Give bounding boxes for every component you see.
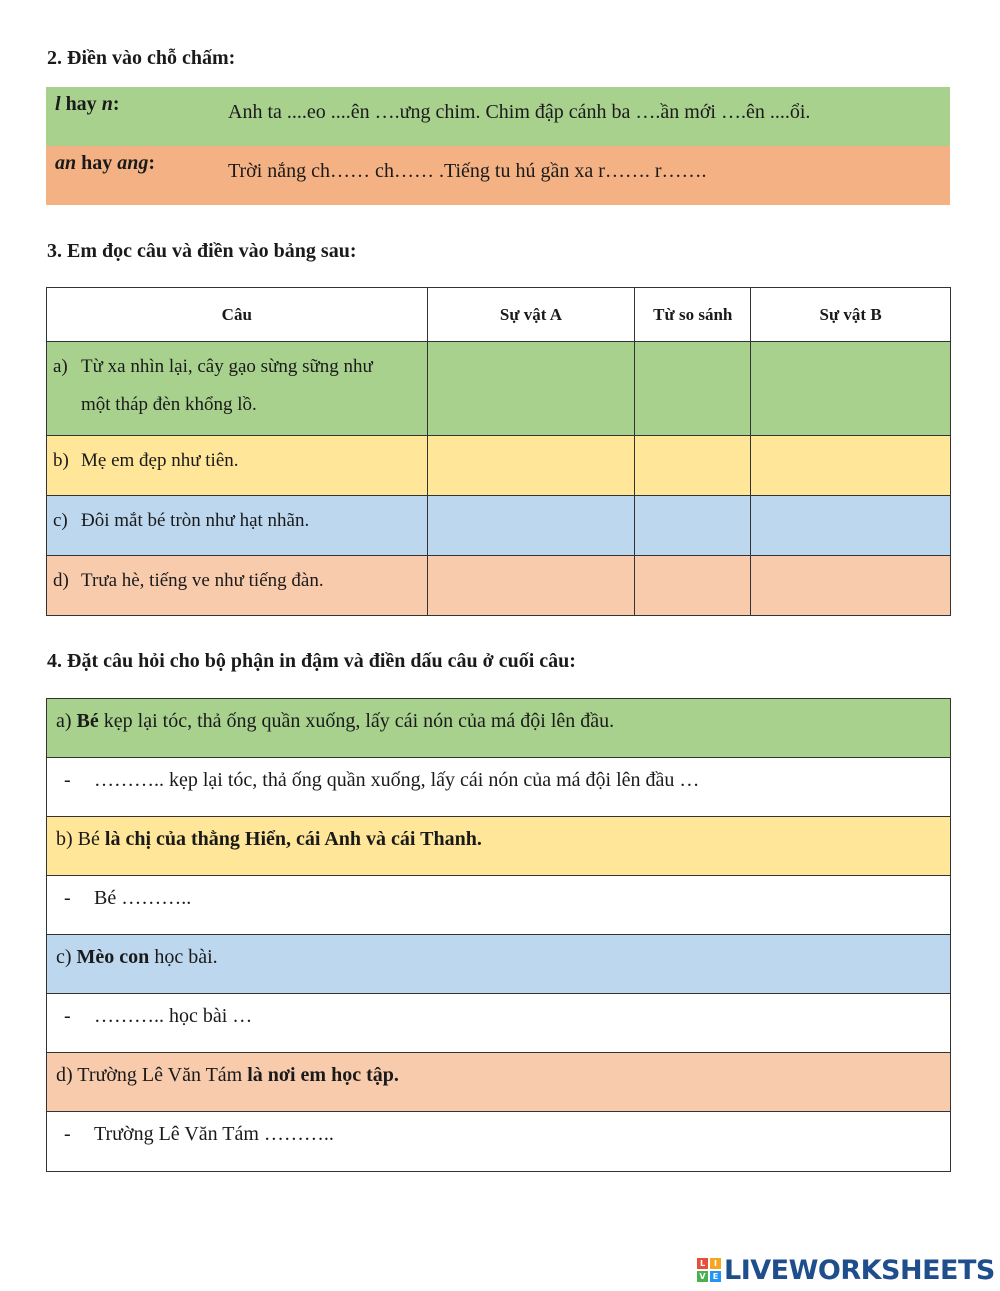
table-row xyxy=(47,342,951,436)
question-table xyxy=(46,698,951,1172)
su-vat-a-input[interactable] xyxy=(427,496,635,556)
su-vat-a-input[interactable] xyxy=(427,556,635,616)
answer-row[interactable]: - Bé ……….. xyxy=(47,876,950,935)
answer-row[interactable]: - Trường Lê Văn Tám ……….. xyxy=(64,1123,334,1145)
answer-row[interactable]: - ……….. kẹp lại tóc, thả ống quần xuống, lấy cái nón của má đội lên đầu … xyxy=(47,758,950,817)
question-row: b) Bé là chị của thằng Hiển, cái Anh và cái Thanh. xyxy=(47,817,950,876)
su-vat-b-input[interactable] xyxy=(751,556,951,616)
fill-row-label: l hay n: xyxy=(55,93,120,115)
question-row: d) Trường Lê Văn Tám là nơi em học tập. xyxy=(47,1053,950,1112)
su-vat-a-input[interactable] xyxy=(427,342,635,436)
header-su-vat-b: Sự vật B xyxy=(751,288,951,342)
logo-blocks-icon: L I V E xyxy=(697,1258,721,1282)
table-row xyxy=(47,556,951,616)
question-row: c) Mèo con học bài. xyxy=(47,935,950,994)
su-vat-b-input[interactable] xyxy=(751,496,951,556)
comparison-table xyxy=(46,287,951,616)
fill-row-label: an hay ang: xyxy=(55,152,156,174)
tu-so-sanh-input[interactable] xyxy=(635,342,751,436)
fill-row-text[interactable]: Anh ta ....eo ....ên ….ưng chim. Chim đập cánh ba ….ần mới ….ên ....ổi. xyxy=(228,101,811,123)
table-row xyxy=(47,496,951,556)
su-vat-a-input[interactable] xyxy=(427,436,635,496)
sentence-cell: a) Từ xa nhìn lại, cây gạo sừng sững như một tháp đèn khổng lồ. xyxy=(47,342,428,436)
tu-so-sanh-input[interactable] xyxy=(635,556,751,616)
section-2-heading: 2. Điền vào chỗ chấm: xyxy=(47,47,236,69)
fill-row-an-ang xyxy=(46,146,950,205)
table-row xyxy=(47,436,951,496)
header-su-vat-a: Sự vật A xyxy=(427,288,635,342)
section-3-heading: 3. Em đọc câu và điền vào bảng sau: xyxy=(47,240,357,262)
sentence-cell: b) Mẹ em đẹp như tiên. xyxy=(47,436,428,496)
sentence-cell: d) Trưa hè, tiếng ve như tiếng đàn. xyxy=(47,556,428,616)
liveworksheets-logo xyxy=(697,1253,995,1287)
logo-text: LIVEWORKSHEETS xyxy=(724,1254,995,1286)
tu-so-sanh-input[interactable] xyxy=(635,436,751,496)
fill-row-l-n xyxy=(46,87,950,146)
su-vat-b-input[interactable] xyxy=(751,342,951,436)
fill-row-text[interactable]: Trời nắng ch…… ch…… .Tiếng tu hú gần xa r……. r……. xyxy=(228,160,707,182)
header-cau: Câu xyxy=(47,288,428,342)
table-header-row xyxy=(47,288,951,342)
tu-so-sanh-input[interactable] xyxy=(635,496,751,556)
section-4-heading: 4. Đặt câu hỏi cho bộ phận in đậm và điền dấu câu ở cuối câu: xyxy=(47,650,576,672)
su-vat-b-input[interactable] xyxy=(751,436,951,496)
answer-row[interactable]: - ……….. học bài … xyxy=(47,994,950,1053)
question-row: a) Bé kẹp lại tóc, thả ống quần xuống, lấy cái nón của má đội lên đầu. xyxy=(47,699,950,758)
header-tu-so-sanh: Từ so sánh xyxy=(635,288,751,342)
sentence-cell: c) Đôi mắt bé tròn như hạt nhãn. xyxy=(47,496,428,556)
